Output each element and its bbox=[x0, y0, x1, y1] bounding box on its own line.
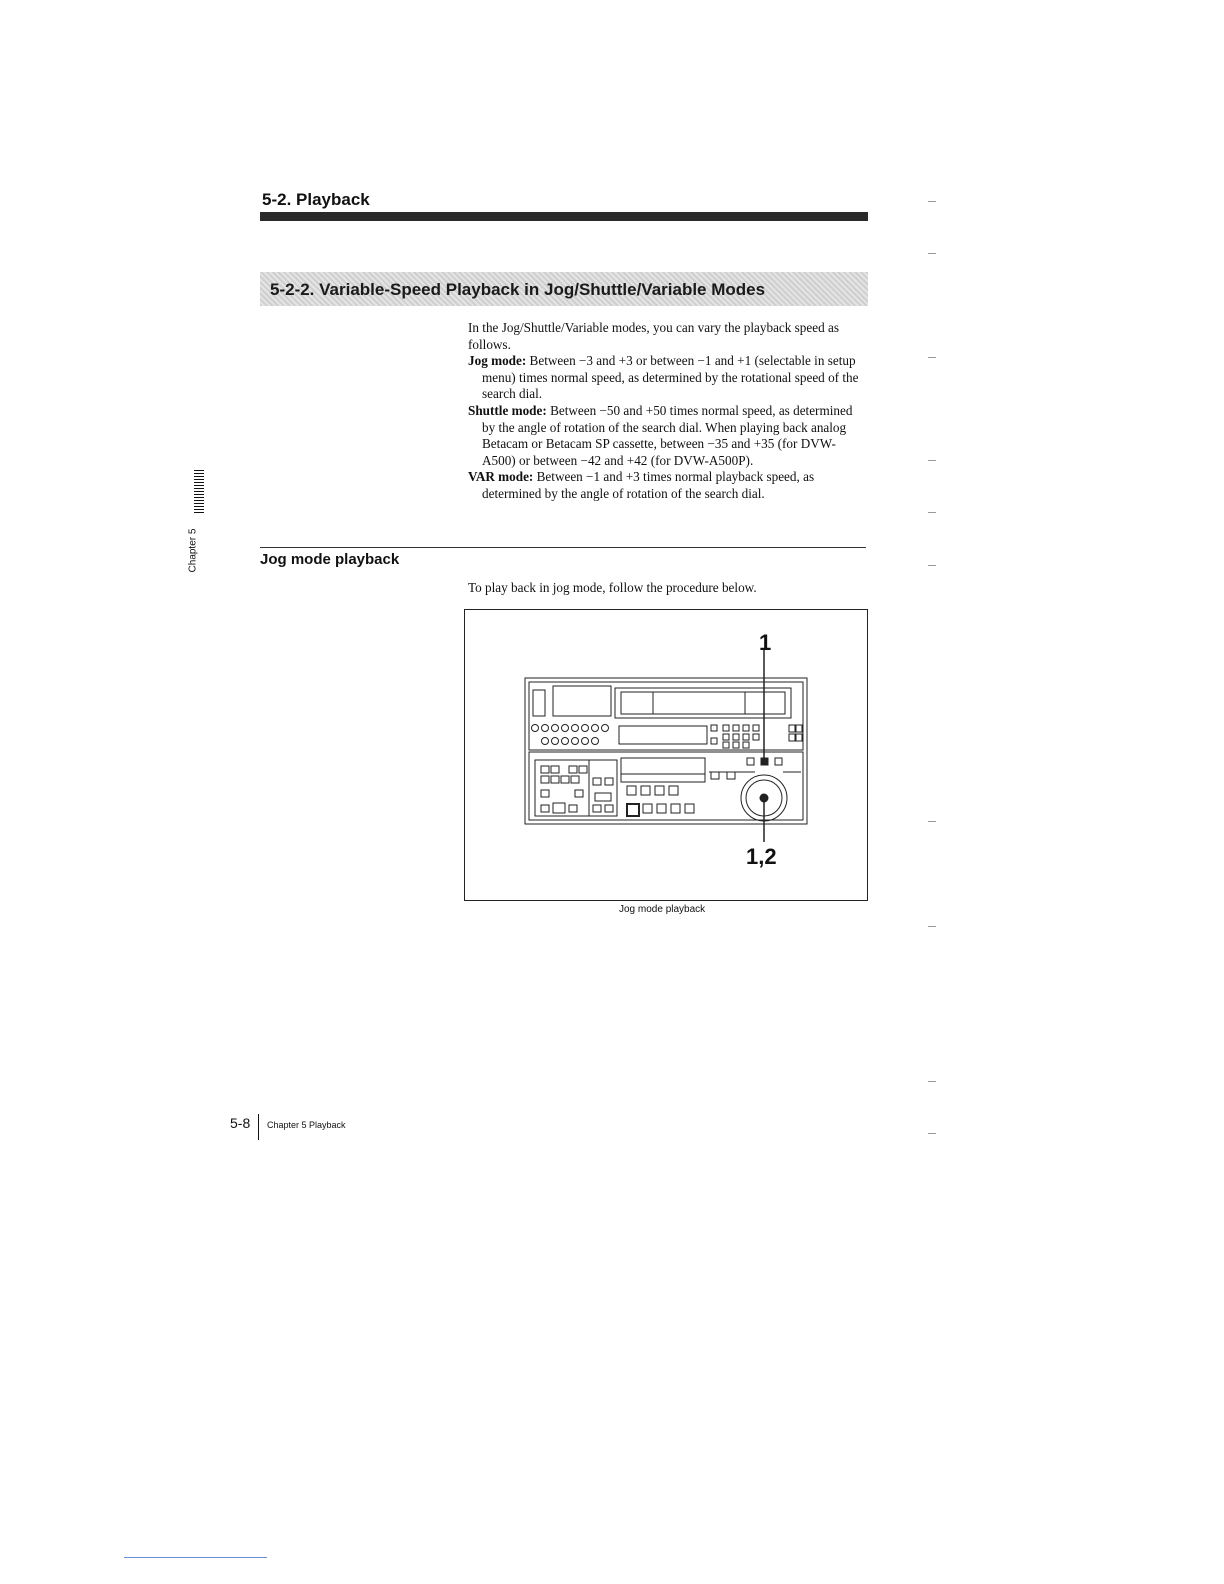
figure-caption: Jog mode playback bbox=[619, 904, 706, 915]
bottom-link-line bbox=[124, 1557, 267, 1558]
figure-frame bbox=[464, 609, 868, 901]
jog-mode-term: Jog mode: bbox=[468, 353, 527, 369]
shuttle-mode-definition bbox=[468, 403, 868, 469]
header-rule bbox=[260, 212, 868, 221]
chapter-tab-bars bbox=[194, 470, 204, 514]
chapter-tab-label: Chapter 5 bbox=[187, 528, 199, 573]
intro-block bbox=[468, 320, 868, 503]
section-header: 5-2. Playback bbox=[262, 190, 370, 209]
edge-mark bbox=[928, 565, 936, 566]
edge-mark bbox=[928, 512, 936, 513]
edge-mark bbox=[928, 460, 936, 461]
edge-mark bbox=[928, 357, 936, 358]
edge-mark bbox=[928, 1133, 936, 1134]
intro-lead: In the Jog/Shuttle/Variable modes, you can vary the playback speed as follows. bbox=[468, 320, 839, 352]
subsection-band bbox=[260, 272, 868, 306]
edge-mark bbox=[928, 926, 936, 927]
var-mode-text: Between −1 and +3 times normal playback speed, as determined by the angle of rotation of the search dial. bbox=[482, 469, 815, 501]
var-mode-term: VAR mode: bbox=[468, 469, 534, 485]
vtr-front-panel-illustration bbox=[465, 610, 867, 900]
footer-divider bbox=[258, 1114, 259, 1140]
edge-mark bbox=[928, 253, 936, 254]
var-mode-definition bbox=[468, 469, 868, 502]
page-number: 5-8 bbox=[230, 1115, 251, 1131]
edge-mark bbox=[928, 201, 936, 202]
jog-mode-text: Between −3 and +3 or between −1 and +1 (selectable in setup menu) times normal speed, as determined by the rotational speed of the search dial. bbox=[482, 353, 859, 402]
callout-step-1: 1 bbox=[759, 630, 772, 655]
section-rule bbox=[260, 547, 866, 548]
shuttle-mode-term: Shuttle mode: bbox=[468, 402, 547, 418]
jog-mode-intro: To play back in jog mode, follow the procedure below. bbox=[468, 580, 757, 595]
shuttle-mode-text: Between −50 and +50 times normal speed, as determined by the angle of rotation of the search dial. When playing back analog Betacam or Betacam SP cassette, between −35 and +35 (for DVW-A500) or between −42 and +42 (for DVW-A500P). bbox=[482, 402, 853, 468]
footer-label: Chapter 5 Playback bbox=[267, 1120, 346, 1130]
edge-mark bbox=[928, 1081, 936, 1082]
jog-mode-definition bbox=[468, 353, 868, 403]
subsection-title: 5-2-2. Variable-Speed Playback in Jog/Shuttle/Variable Modes bbox=[270, 280, 766, 299]
jog-mode-heading: Jog mode playback bbox=[260, 551, 400, 568]
edge-mark bbox=[928, 821, 936, 822]
callout-step-1-2: 1,2 bbox=[746, 844, 777, 869]
